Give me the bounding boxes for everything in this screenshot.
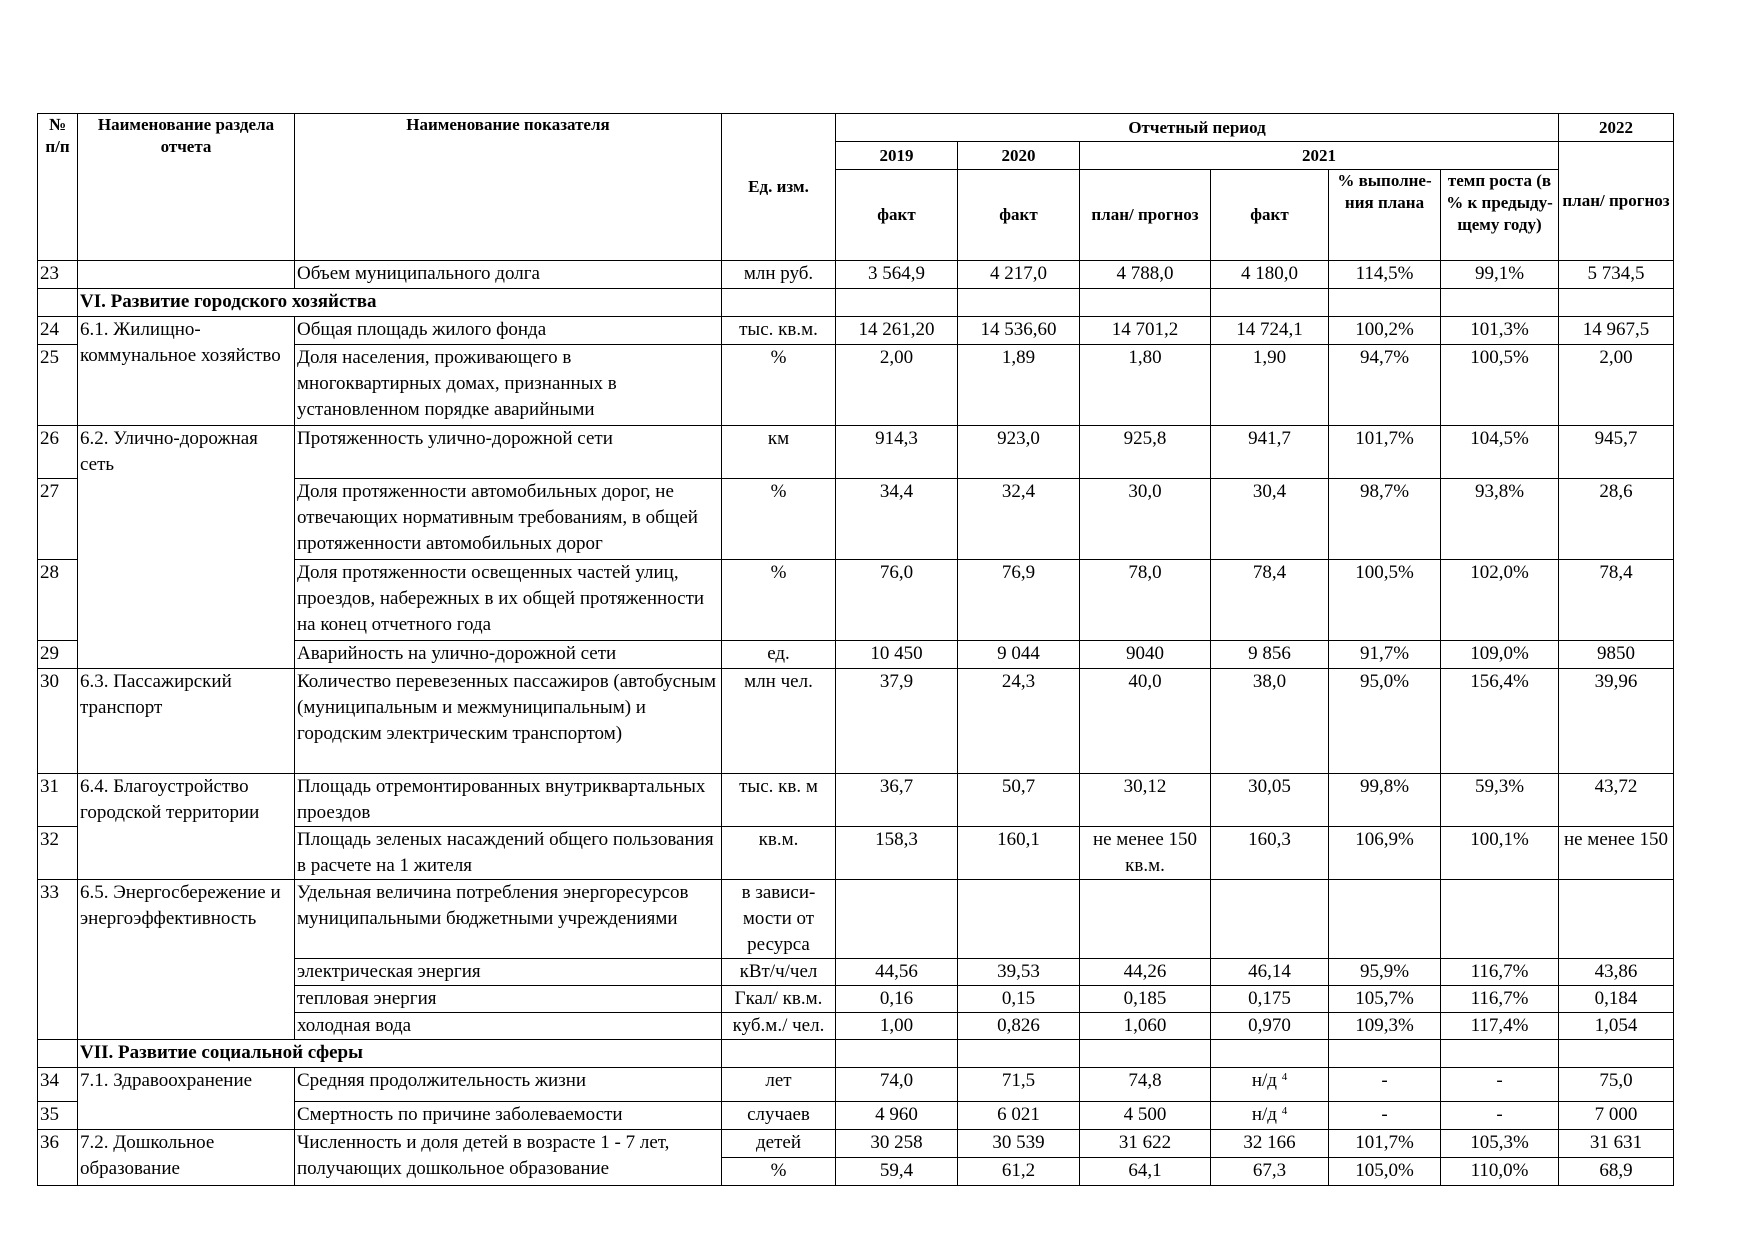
row-plan: 14 701,2 <box>1080 317 1211 345</box>
row-2022: 31 631 <box>1559 1130 1674 1158</box>
table-row <box>38 880 1674 959</box>
row-2020: 14 536,60 <box>958 317 1080 345</box>
table-row <box>38 669 1674 774</box>
footnote-ref: 4 <box>1281 1071 1288 1083</box>
row-2019: 37,9 <box>836 669 958 774</box>
row-plan: 30,0 <box>1080 479 1211 560</box>
row-2022: 5 734,5 <box>1559 261 1674 289</box>
row-pct: 109,3% <box>1329 1013 1441 1040</box>
row-unit: тыс. кв. м <box>722 774 836 827</box>
row-plan: 64,1 <box>1080 1158 1211 1186</box>
row-pct: 99,8% <box>1329 774 1441 827</box>
row-2019: 1,00 <box>836 1013 958 1040</box>
row-plan: 78,0 <box>1080 560 1211 641</box>
header-plan-2022: план/ прогноз <box>1559 142 1674 261</box>
row-no: 33 <box>38 880 78 959</box>
row-pct: 95,0% <box>1329 669 1441 774</box>
row-2019: 36,7 <box>836 774 958 827</box>
table-row <box>38 774 1674 827</box>
header-indicator: Наименование показателя <box>295 114 722 261</box>
row-plan: 4 788,0 <box>1080 261 1211 289</box>
row-growth: 105,3% <box>1441 1130 1559 1158</box>
row-unit: % <box>722 345 836 426</box>
header-unit: Ед. изм. <box>722 114 836 261</box>
row-growth: 116,7% <box>1441 986 1559 1013</box>
row-fact <box>1211 1068 1329 1102</box>
row-growth: - <box>1441 1068 1559 1102</box>
row-fact: 0,970 <box>1211 1013 1329 1040</box>
header-fact-2021: факт <box>1211 170 1329 261</box>
row-pct: 95,9% <box>1329 959 1441 986</box>
row-plan: 31 622 <box>1080 1130 1211 1158</box>
section-row <box>38 1040 1674 1068</box>
row-2019: 34,4 <box>836 479 958 560</box>
row-2022: 0,184 <box>1559 986 1674 1013</box>
header-growth: темп роста (в % к предыду-щему году) <box>1441 170 1559 261</box>
row-name: Общая площадь жилого фонда <box>295 317 722 345</box>
row-pct: - <box>1329 1102 1441 1130</box>
row-2020: 50,7 <box>958 774 1080 827</box>
group-label: 7.2. Дошкольное образование <box>78 1130 295 1186</box>
row-2022: 945,7 <box>1559 426 1674 479</box>
group-label: 6.2. Улично-дорожная сеть <box>78 426 295 669</box>
row-no: 27 <box>38 479 78 560</box>
row-growth: 104,5% <box>1441 426 1559 479</box>
row-2019: 2,00 <box>836 345 958 426</box>
row-growth: - <box>1441 1102 1559 1130</box>
row-name: Средняя продолжительность жизни <box>295 1068 722 1102</box>
row-unit: ед. <box>722 641 836 669</box>
row-2022: 43,72 <box>1559 774 1674 827</box>
row-name: Объем муниципального долга <box>295 261 722 289</box>
header-2019: 2019 <box>836 142 958 170</box>
row-growth: 99,1% <box>1441 261 1559 289</box>
header-2020: 2020 <box>958 142 1080 170</box>
row-no: 35 <box>38 1102 78 1130</box>
row-growth: 117,4% <box>1441 1013 1559 1040</box>
row-no: 32 <box>38 827 78 880</box>
row-pct: 105,7% <box>1329 986 1441 1013</box>
row-pct: 105,0% <box>1329 1158 1441 1186</box>
row-unit: % <box>722 1158 836 1186</box>
row-2019: 158,3 <box>836 827 958 880</box>
row-fact: 78,4 <box>1211 560 1329 641</box>
row-no: 26 <box>38 426 78 479</box>
row-plan: 40,0 <box>1080 669 1211 774</box>
row-fact: 32 166 <box>1211 1130 1329 1158</box>
row-2020: 39,53 <box>958 959 1080 986</box>
row-name: холодная вода <box>295 1013 722 1040</box>
row-unit: % <box>722 560 836 641</box>
row-section <box>78 261 295 289</box>
header-period: Отчетный период <box>836 114 1559 142</box>
row-unit: км <box>722 426 836 479</box>
table-row <box>38 317 1674 345</box>
row-2022: 2,00 <box>1559 345 1674 426</box>
table-row <box>38 261 1674 289</box>
section-title: VI. Развитие городского хозяйства <box>78 289 722 317</box>
row-2022: 9850 <box>1559 641 1674 669</box>
row-unit: кВт/ч/чел <box>722 959 836 986</box>
header-fact-2019: факт <box>836 170 958 261</box>
row-name: электрическая энергия <box>295 959 722 986</box>
row-name: Аварийность на улично-дорожной сети <box>295 641 722 669</box>
group-label: 6.3. Пассажирский транспорт <box>78 669 295 774</box>
row-2022: 14 967,5 <box>1559 317 1674 345</box>
row-2022: 78,4 <box>1559 560 1674 641</box>
row-2020: 160,1 <box>958 827 1080 880</box>
row-unit: млн руб. <box>722 261 836 289</box>
row-growth: 156,4% <box>1441 669 1559 774</box>
row-unit: куб.м./ чел. <box>722 1013 836 1040</box>
row-plan: 0,185 <box>1080 986 1211 1013</box>
row-no: 28 <box>38 560 78 641</box>
row-fact: 941,7 <box>1211 426 1329 479</box>
row-no: 36 <box>38 1130 78 1186</box>
row-2022: 1,054 <box>1559 1013 1674 1040</box>
row-2022: 68,9 <box>1559 1158 1674 1186</box>
row-pct: - <box>1329 1068 1441 1102</box>
section-row <box>38 289 1674 317</box>
row-growth: 100,1% <box>1441 827 1559 880</box>
row-name: Площадь отремонтированных внутриквартальных проездов <box>295 774 722 827</box>
row-2020: 71,5 <box>958 1068 1080 1102</box>
header-2021: 2021 <box>1080 142 1559 170</box>
row-name: Площадь зеленых насаждений общего пользования в расчете на 1 жителя <box>295 827 722 880</box>
row-no: 25 <box>38 345 78 426</box>
row-pct: 98,7% <box>1329 479 1441 560</box>
row-unit: тыс. кв.м. <box>722 317 836 345</box>
header-2022: 2022 <box>1559 114 1674 142</box>
row-pct: 91,7% <box>1329 641 1441 669</box>
row-fact: 160,3 <box>1211 827 1329 880</box>
row-growth: 110,0% <box>1441 1158 1559 1186</box>
row-plan: 1,060 <box>1080 1013 1211 1040</box>
row-fact: 30,05 <box>1211 774 1329 827</box>
row-2019: 44,56 <box>836 959 958 986</box>
row-plan: 44,26 <box>1080 959 1211 986</box>
row-pct: 106,9% <box>1329 827 1441 880</box>
fact-na: н/д <box>1251 1070 1277 1091</box>
row-no: 24 <box>38 317 78 345</box>
row-pct: 100,5% <box>1329 560 1441 641</box>
row-name: Доля населения, проживающего в многоквартирных домах, признанных в установленном порядке аварийными <box>295 345 722 426</box>
row-2022: 43,86 <box>1559 959 1674 986</box>
section-title: VII. Развитие социальной сферы <box>78 1040 722 1068</box>
row-unit: Гкал/ кв.м. <box>722 986 836 1013</box>
fact-na: н/д <box>1251 1104 1277 1125</box>
row-growth: 102,0% <box>1441 560 1559 641</box>
row-unit: детей <box>722 1130 836 1158</box>
row-plan: не менее 150 кв.м. <box>1080 827 1211 880</box>
row-pct: 101,7% <box>1329 1130 1441 1158</box>
row-growth: 93,8% <box>1441 479 1559 560</box>
row-plan: 925,8 <box>1080 426 1211 479</box>
row-growth: 101,3% <box>1441 317 1559 345</box>
row-fact: 14 724,1 <box>1211 317 1329 345</box>
row-2020: 30 539 <box>958 1130 1080 1158</box>
row-2019: 30 258 <box>836 1130 958 1158</box>
row-name: Смертность по причине заболеваемости <box>295 1102 722 1130</box>
row-2020: 76,9 <box>958 560 1080 641</box>
table-row <box>38 1130 1674 1158</box>
row-name: Удельная величина потребления энергоресурсов муниципальными бюджетными учреждениями <box>295 880 722 959</box>
group-label: 6.4. Благоустройство городской территории <box>78 774 295 880</box>
table-row <box>38 1068 1674 1102</box>
row-unit: % <box>722 479 836 560</box>
row-2019: 3 564,9 <box>836 261 958 289</box>
row-growth: 59,3% <box>1441 774 1559 827</box>
group-label: 6.1. Жилищно-коммунальное хозяйство <box>78 317 295 426</box>
row-name: Количество перевезенных пассажиров (автобусным (муниципальным и межмуниципальным) и городским электрическим транспортом) <box>295 669 722 774</box>
row-fact: 46,14 <box>1211 959 1329 986</box>
row-2022: 7 000 <box>1559 1102 1674 1130</box>
row-2020: 0,826 <box>958 1013 1080 1040</box>
row-pct: 94,7% <box>1329 345 1441 426</box>
row-unit: кв.м. <box>722 827 836 880</box>
report-table <box>37 113 1674 1186</box>
row-2022: 39,96 <box>1559 669 1674 774</box>
row-name: тепловая энергия <box>295 986 722 1013</box>
row-2020: 32,4 <box>958 479 1080 560</box>
footnote-ref: 4 <box>1281 1105 1288 1117</box>
header-section: Наименование раздела отчета <box>78 114 295 261</box>
row-growth: 116,7% <box>1441 959 1559 986</box>
row-no: 30 <box>38 669 78 774</box>
row-no: 34 <box>38 1068 78 1102</box>
row-2020: 0,15 <box>958 986 1080 1013</box>
row-fact: 4 180,0 <box>1211 261 1329 289</box>
row-fact: 30,4 <box>1211 479 1329 560</box>
row-2019: 10 450 <box>836 641 958 669</box>
row-fact: 9 856 <box>1211 641 1329 669</box>
row-fact: 1,90 <box>1211 345 1329 426</box>
header-fact-2020: факт <box>958 170 1080 261</box>
row-2020: 4 217,0 <box>958 261 1080 289</box>
row-2022: 28,6 <box>1559 479 1674 560</box>
row-2019: 59,4 <box>836 1158 958 1186</box>
row-2022: 75,0 <box>1559 1068 1674 1102</box>
header-row <box>38 114 1674 142</box>
row-2020: 1,89 <box>958 345 1080 426</box>
row-no: 23 <box>38 261 78 289</box>
row-unit: в зависи-мости от ресурса <box>722 880 836 959</box>
row-growth: 109,0% <box>1441 641 1559 669</box>
row-2019: 0,16 <box>836 986 958 1013</box>
row-name: Численность и доля детей в возрасте 1 - 7 лет, получающих дошкольное образование <box>295 1130 722 1186</box>
row-fact: 0,175 <box>1211 986 1329 1013</box>
row-2019: 4 960 <box>836 1102 958 1130</box>
row-2020: 6 021 <box>958 1102 1080 1130</box>
header-pct-plan: % выполне-ния плана <box>1329 170 1441 261</box>
row-plan: 74,8 <box>1080 1068 1211 1102</box>
row-plan: 1,80 <box>1080 345 1211 426</box>
row-plan: 30,12 <box>1080 774 1211 827</box>
row-fact: 67,3 <box>1211 1158 1329 1186</box>
row-unit: случаев <box>722 1102 836 1130</box>
row-unit: млн чел. <box>722 669 836 774</box>
row-growth: 100,5% <box>1441 345 1559 426</box>
row-2020: 61,2 <box>958 1158 1080 1186</box>
row-2020: 9 044 <box>958 641 1080 669</box>
row-2019: 76,0 <box>836 560 958 641</box>
row-plan: 9040 <box>1080 641 1211 669</box>
row-no: 29 <box>38 641 78 669</box>
row-2019: 14 261,20 <box>836 317 958 345</box>
row-pct: 100,2% <box>1329 317 1441 345</box>
row-name: Доля протяженности автомобильных дорог, не отвечающих нормативным требованиям, в общей протяженности автомобильных дорог <box>295 479 722 560</box>
row-no: 31 <box>38 774 78 827</box>
row-pct: 101,7% <box>1329 426 1441 479</box>
row-plan: 4 500 <box>1080 1102 1211 1130</box>
row-2020: 24,3 <box>958 669 1080 774</box>
row-fact <box>1211 1102 1329 1130</box>
row-2019: 74,0 <box>836 1068 958 1102</box>
row-name: Протяженность улично-дорожной сети <box>295 426 722 479</box>
header-no: № п/п <box>38 114 78 261</box>
group-label: 7.1. Здравоохранение <box>78 1068 295 1130</box>
table-row <box>38 426 1674 479</box>
row-pct: 114,5% <box>1329 261 1441 289</box>
row-unit: лет <box>722 1068 836 1102</box>
row-fact: 38,0 <box>1211 669 1329 774</box>
row-2020: 923,0 <box>958 426 1080 479</box>
header-plan-2021: план/ прогноз <box>1080 170 1211 261</box>
group-label: 6.5. Энергосбережение и энергоэффективность <box>78 880 295 1040</box>
row-name: Доля протяженности освещенных частей улиц, проездов, набережных в их общей протяженности на конец отчетного года <box>295 560 722 641</box>
row-2022: не менее 150 <box>1559 827 1674 880</box>
row-2019: 914,3 <box>836 426 958 479</box>
